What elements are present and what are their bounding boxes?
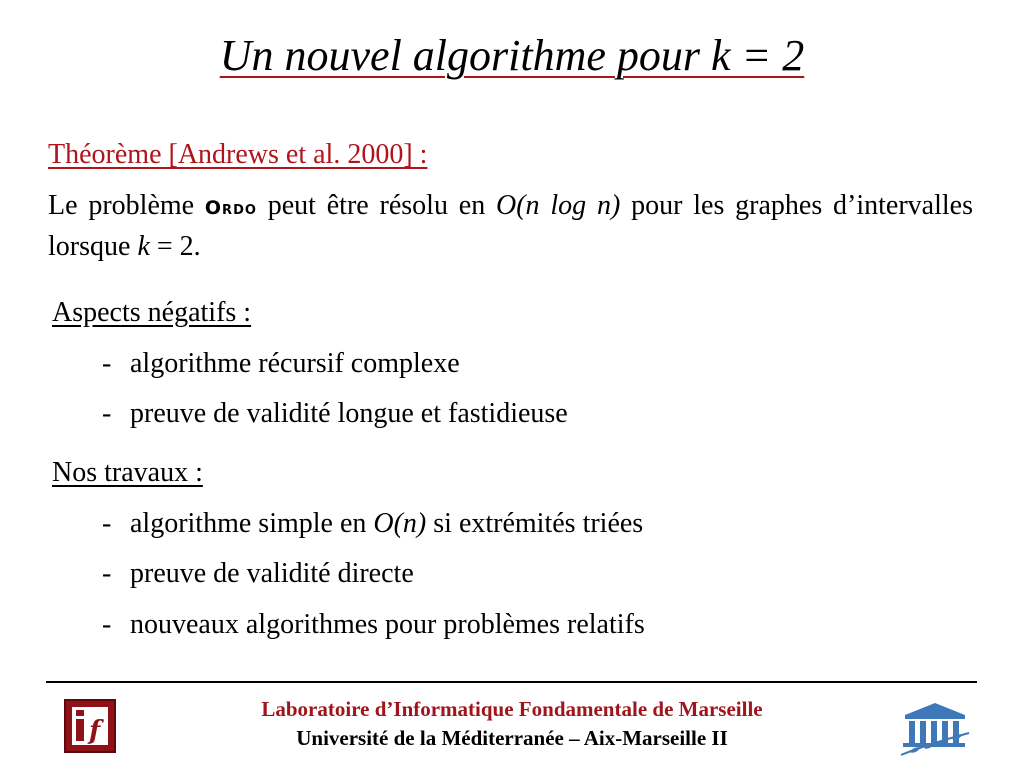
negatives-heading: [52, 296, 568, 330]
theorem-text-3: pour les graphes d’intervalles lorsque: [48, 190, 973, 262]
list-item-text: nouveaux algorithmes pour problèmes relatifs: [130, 608, 645, 640]
negatives-list: [52, 347, 568, 431]
list-dash: -: [102, 347, 112, 379]
footer-divider: [46, 681, 977, 683]
list-item: [102, 507, 645, 541]
list-item: [102, 557, 645, 591]
list-item-text: algorithme récursif complexe: [130, 347, 460, 379]
svg-text:f: f: [89, 716, 101, 746]
list-dash: -: [102, 558, 112, 590]
list-item: [102, 397, 568, 431]
lif-logo-icon: [64, 699, 116, 753]
theorem-complexity: O(n log n): [496, 190, 621, 221]
list-item-text: algorithme simple en: [130, 507, 374, 539]
slide-title: [0, 32, 1024, 80]
theorem-text-1: Le problème: [48, 190, 205, 221]
list-item-text: si extrémités triées: [426, 507, 644, 539]
slide-title-text: Un nouvel algorithme pour k = 2: [219, 31, 805, 80]
list-item-text: preuve de validité longue et fastidieuse: [130, 398, 568, 430]
works-heading: [52, 456, 645, 490]
theorem-statement: [48, 186, 973, 267]
problem-name: Ordo: [204, 197, 257, 219]
list-dash: -: [102, 398, 112, 430]
theorem-heading: [48, 138, 427, 172]
list-item: [102, 347, 568, 381]
works-complexity: O(n): [373, 507, 427, 539]
theorem-text-2: peut être résolu en: [256, 190, 497, 221]
list-item-text: preuve de validité directe: [130, 558, 414, 590]
list-dash: -: [102, 608, 112, 640]
list-item: [102, 608, 645, 642]
negatives-section: [52, 296, 568, 431]
list-dash: -: [102, 507, 112, 539]
footer-university: Université de la Méditerranée – Aix-Marseille II: [296, 726, 728, 751]
negatives-heading-text: Aspects négatifs :: [52, 297, 252, 328]
works-list: [52, 507, 645, 642]
footer-text: [160, 695, 864, 754]
works-section: [52, 456, 645, 641]
works-heading-text: Nos travaux :: [52, 457, 203, 488]
theorem-text-4: = 2.: [149, 230, 201, 262]
footer-lab: Laboratoire d’Informatique Fondamentale de Marseille: [261, 697, 763, 721]
university-temple-logo-icon: [895, 697, 975, 759]
theorem-heading-text: Théorème [Andrews et al. 2000] :: [48, 139, 428, 170]
theorem-k-variable: k: [137, 230, 150, 262]
